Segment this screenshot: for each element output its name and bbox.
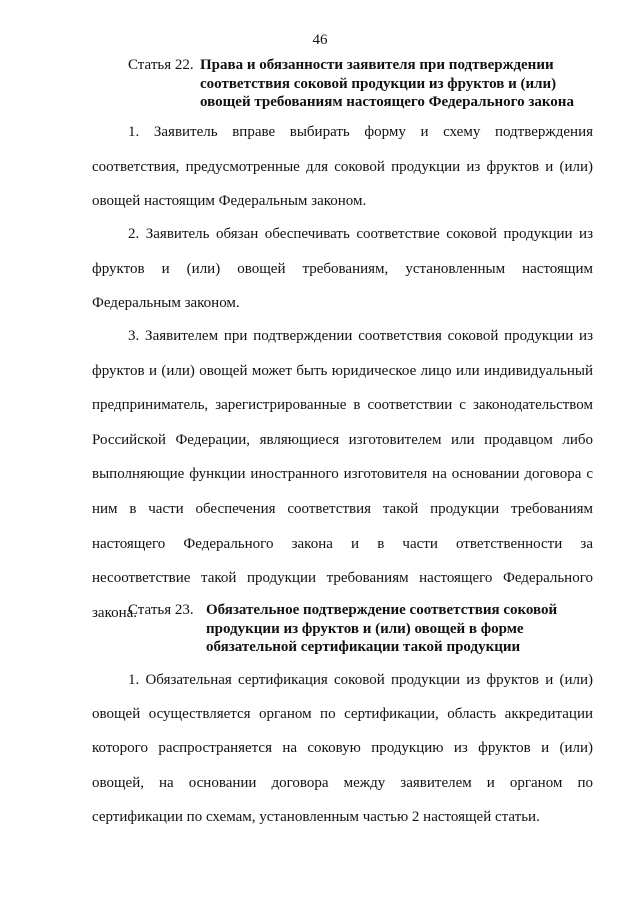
article-22-heading	[128, 56, 608, 114]
article-22-title	[200, 56, 574, 112]
article-23-heading	[128, 601, 608, 659]
article-22-paragraph-2: 2. Заявитель обязан обеспечивать соответствие соковой продукции из фруктов и (или) овощей требованиям, установленным настоящим Федеральным законом.	[92, 226, 593, 312]
page-number: 46	[312, 32, 328, 48]
article-23-title	[206, 601, 557, 657]
article-23-title-line: продукции из фруктов и (или) овощей в форме	[206, 620, 524, 637]
article-23-title-line: Обязательное подтверждение соответствия соковой	[206, 602, 558, 618]
article-22-paragraph-1: 1. Заявитель вправе выбирать форму и схему подтверждения соответствия, предусмотренные для соковой продукции из фруктов и (или) овощей настоящим Федеральным законом.	[92, 124, 593, 210]
article-22-label: Статья 22.	[128, 57, 194, 73]
article-22-title-line: соответствия соковой продукции из фруктов и (или)	[200, 75, 557, 92]
article-22-title-line: овощей требованиям настоящего Федерального закона	[200, 94, 574, 110]
article-22-title-line: Права и обязанности заявителя при подтверждении	[200, 57, 554, 73]
article-23-title-line: обязательной сертификации такой продукции	[206, 639, 521, 655]
article-23-label: Статья 23.	[128, 602, 194, 618]
article-22-paragraph-3: 3. Заявителем при подтверждении соответствия соковой продукции из фруктов и (или) овощей может быть юридическое лицо или индивидуальный предприниматель, зарегистрированные в соответствии с законодательством Российской Федерации, являющиеся изготовителем или продавцом либо выполняющие функции иностранного изготовителя на основании договора с ним в части обеспечения соответствия такой продукции требованиям настоящего Федерального закона и в части ответственности за несоответствие такой продукции требованиям настоящего Федерального закона.	[92, 328, 593, 621]
article-23-paragraph-1: 1. Обязательная сертификация соковой продукции из фруктов и (или) овощей осуществляется органом по сертификации, область аккредитации которого распространяется на соковую продукцию из фруктов и (или) овощей, на основании договора между заявителем и органом по сертификации по схемам, установленным частью 2 настоящей статьи.	[92, 672, 593, 825]
